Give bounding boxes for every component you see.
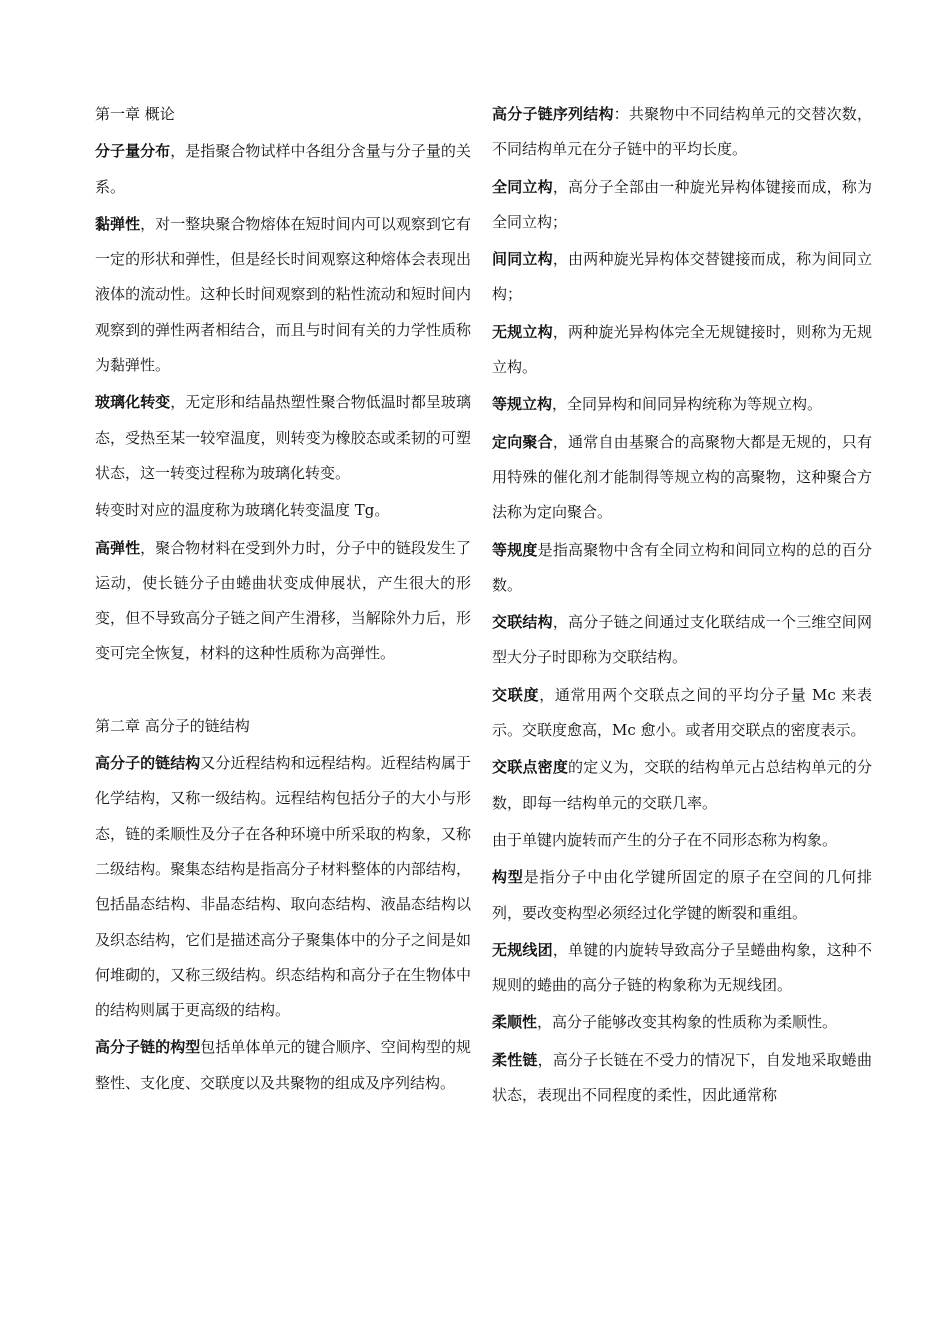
term: 高弹性 [95, 538, 141, 557]
glass-transition-temperature-line: 转变时对应的温度称为玻璃化转变温度 Tg。 [95, 501, 390, 520]
term: 交联点密度 [492, 758, 569, 777]
definition-text: ，通常用两个交联点之间的平均分子量 Mc 来表示。交联度愈高，Mc 愈小。或者用交联点的密度表示。 [492, 685, 872, 740]
term: 全同立构 [492, 177, 553, 196]
definition-text: ，通常自由基聚合的高聚物大都是无规的，只有用特殊的催化剂才能制得等规立构的高聚物，这种聚合方法称为定向聚合。 [492, 432, 872, 522]
definition-stereospecific-polymerization [492, 425, 872, 531]
definition-viscoelasticity [95, 207, 471, 383]
definition-text: 是指分子中由化学键所固定的原子在空间的几何排列，要改变构型必须经过化学键的断裂和重组。 [492, 868, 872, 922]
definition-text: 是指高聚物中含有全同立构和间同立构的总的百分数。 [492, 540, 872, 594]
definition-sequence-structure [492, 97, 872, 168]
term: 高分子链序列结构 [492, 105, 614, 123]
definition-crosslink-structure [492, 605, 872, 676]
definition-tacticity [492, 533, 872, 604]
definition-crosslink-density [492, 750, 872, 821]
chapter-2-heading: 第二章 高分子的链结构 [95, 716, 250, 735]
definition-text: ，高分子能够改变其构象的性质称为柔顺性。 [537, 1013, 838, 1032]
term: 交联结构 [492, 613, 553, 632]
definition-text: ，高分子全部由一种旋光异构体键接而成，称为全同立构； [492, 177, 872, 231]
definition-chain-structure [95, 746, 471, 1028]
definition-glass-transition [95, 385, 471, 491]
definition-text: ，由两种旋光异构体交替键接而成，称为间同立构； [492, 250, 872, 304]
term: 无规立构 [492, 322, 553, 341]
left-column [95, 97, 471, 1103]
definition-text: 包括单体单元的键合顺序、空间构型的规整性、支化度、交联度以及共聚物的组成及序列结构。 [95, 1038, 471, 1092]
definition-text: 又分近程结构和远程结构。近程结构属于化学结构，又称一级结构。远程结构包括分子的大小与形态，链的柔顺性及分子在各种环境中所采取的构象，又称二级结构。聚集态结构是指高分子材料整体的内部结构，包括晶态结构、非晶态结构、取向态结构、液晶态结构以及织态结构，它们是描述高分子聚集体中的分子之间是如何堆砌的，又称三级结构。织态结构和高分子在生物体中的结构则属于更高级的结构。 [95, 754, 471, 1020]
definition-random-coil [492, 933, 872, 1004]
definition-text: ，无定形和结晶热塑性聚合物低温时都呈玻璃态，受热至某一较窄温度，则转变为橡胶态或柔韧的可塑状态，这一转变过程称为玻璃化转变。 [95, 393, 471, 482]
definition-text: ，高分子长链在不受力的情况下，自发地采取蜷曲状态，表现出不同程度的柔性，因此通常称 [492, 1050, 872, 1105]
term: 交联度 [492, 685, 540, 704]
right-column [492, 97, 872, 1115]
term: 黏弹性 [95, 214, 141, 233]
term: 分子量分布 [95, 142, 171, 161]
definition-text: 的定义为，交联的结构单元占总结构单元的分数，即每一结构单元的交联几率。 [492, 758, 872, 812]
definition-text: ，单键的内旋转导致高分子呈蜷曲构象，这种不规则的蜷曲的高分子链的构象称为无规线团。 [492, 940, 872, 995]
term: 柔性链 [492, 1050, 538, 1069]
definition-text: ：共聚物中不同结构单元的交替次数，不同结构单元在分子链中的平均长度。 [492, 105, 872, 159]
term: 无规线团 [492, 940, 553, 959]
term: 高分子链的构型 [95, 1038, 201, 1057]
definition-chain-configuration [95, 1030, 471, 1101]
term: 等规度 [492, 540, 538, 559]
definition-text: ，是指聚合物试样中各组分含量与分子量的关系。 [95, 142, 471, 196]
definition-text: ，全同异构和间同异构统称为等规立构。 [552, 395, 823, 414]
term: 定向聚合 [492, 432, 553, 451]
definition-configuration [492, 860, 872, 931]
definition-text: ，聚合物材料在受到外力时，分子中的链段发生了运动，使长链分子由蜷曲状变成伸展状，产生很大的形变，但不导致高分子链之间产生滑移，当解除外力后，形变可完全恢复，材料的这种性质称为高弹性。 [95, 538, 471, 663]
term: 柔顺性 [492, 1013, 538, 1032]
definition-text: ，对一整块聚合物熔体在短时间内可以观察到它有一定的形状和弹性，但是经长时间观察这种熔体会表现出液体的流动性。这种长时间观察到的粘性流动和短时间内观察到的弹性两者相结合，而且与时间有关的力学性质称为黏弹性。 [95, 214, 471, 375]
section-gap [95, 674, 471, 709]
term: 玻璃化转变 [95, 393, 171, 412]
term: 间同立构 [492, 250, 553, 269]
chapter-1-heading: 第一章 概论 [95, 105, 175, 123]
definition-flexibility [492, 1005, 872, 1040]
definition-isotactic [492, 170, 872, 241]
definition-flexible-chain [492, 1043, 872, 1114]
definition-text: ，高分子链之间通过支化联结成一个三维空间网型大分子时即称为交联结构。 [492, 613, 872, 667]
term: 高分子的链结构 [95, 754, 201, 773]
definition-high-elasticity [95, 531, 471, 672]
definition-atactic [492, 315, 872, 386]
definition-text: ，两种旋光异构体完全无规键接时，则称为无规立构。 [492, 322, 872, 377]
definition-syndiotactic [492, 242, 872, 313]
definition-molecular-weight-distribution [95, 134, 471, 205]
definition-crosslink-degree [492, 678, 872, 749]
definition-conformation: 由于单键内旋转而产生的分子在不同形态称为构象。 [492, 830, 838, 849]
term: 构型 [492, 868, 524, 887]
term: 等规立构 [492, 395, 553, 414]
definition-tactic [492, 387, 872, 422]
